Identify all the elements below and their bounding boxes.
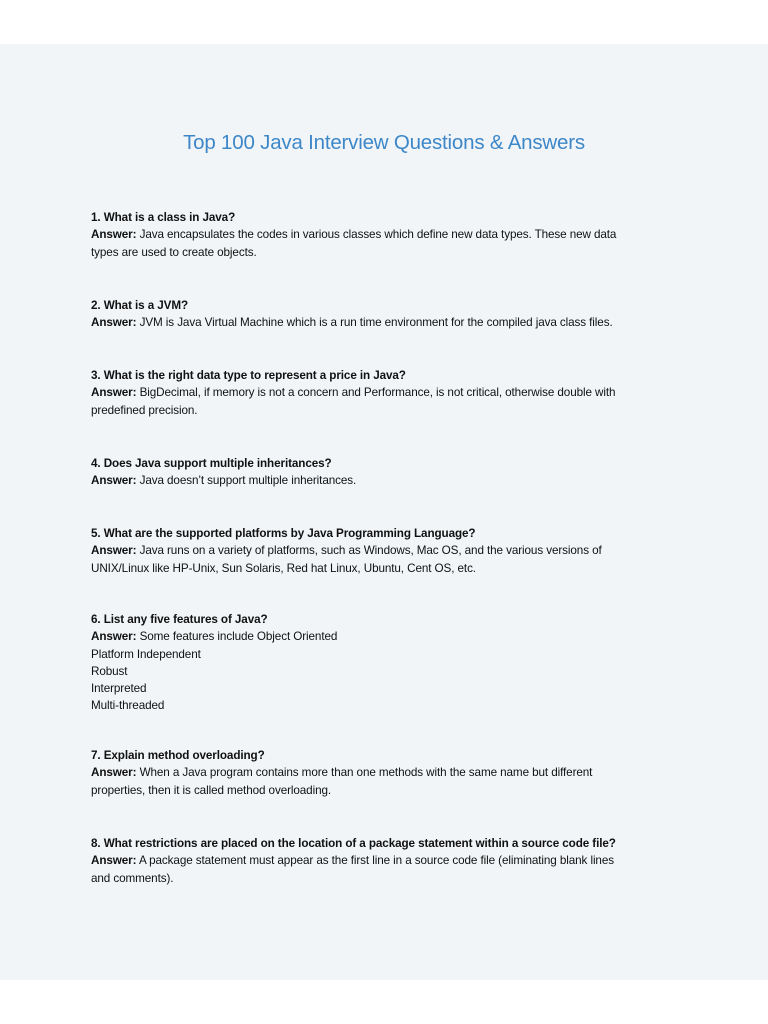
answer-text: and comments). bbox=[91, 871, 174, 885]
answer-text: Interpreted bbox=[91, 682, 147, 696]
qa-item-4 bbox=[91, 455, 691, 490]
question-text: 3. What is the right data type to represent a price in Java? bbox=[91, 369, 406, 382]
qa-item-7 bbox=[91, 747, 691, 799]
question-text: 8. What restrictions are placed on the location of a package statement within a source code file? bbox=[91, 837, 616, 850]
answer-label: Answer: bbox=[91, 228, 137, 242]
question-text: 1. What is a class in Java? bbox=[91, 211, 236, 224]
qa-item-8 bbox=[91, 835, 691, 887]
question-text: 5. What are the supported platforms by Java Programming Language? bbox=[91, 527, 476, 540]
question-text: 6. List any five features of Java? bbox=[91, 613, 268, 626]
answer-text: BigDecimal, if memory is not a concern and Performance, is not critical, otherwise double with bbox=[139, 386, 616, 400]
qa-item-3 bbox=[91, 367, 691, 419]
answer-text: Java encapsulates the codes in various classes which define new data types. These new data bbox=[139, 228, 617, 242]
answer-label: Answer: bbox=[91, 474, 137, 488]
answer-text: Java runs on a variety of platforms, such as Windows, Mac OS, and the various versions of bbox=[139, 544, 602, 558]
answer-text: A package statement must appear as the first line in a source code file (eliminating blank lines bbox=[138, 854, 614, 868]
answer-text: Robust bbox=[91, 664, 128, 678]
document-page bbox=[0, 44, 768, 980]
qa-item-2 bbox=[91, 297, 691, 332]
answer-label: Answer: bbox=[91, 766, 137, 780]
answer-text: Multi-threaded bbox=[91, 699, 165, 713]
answer-label: Answer: bbox=[91, 316, 137, 330]
answer-text: When a Java program contains more than one methods with the same name but different bbox=[139, 766, 593, 780]
answer-label: Answer: bbox=[91, 854, 137, 868]
answer-text: UNIX/Linux like HP-Unix, Sun Solaris, Red hat Linux, Ubuntu, Cent OS, etc. bbox=[91, 561, 476, 575]
answer-text: types are used to create objects. bbox=[91, 245, 257, 259]
question-text: 7. Explain method overloading? bbox=[91, 749, 265, 762]
answer-text: JVM is Java Virtual Machine which is a run time environment for the compiled java class files. bbox=[139, 316, 613, 330]
answer-label: Answer: bbox=[91, 630, 137, 644]
answer-text: predefined precision. bbox=[91, 403, 198, 417]
question-text: 2. What is a JVM? bbox=[91, 299, 189, 312]
answer-text: Some features include Object Oriented bbox=[139, 630, 338, 644]
answer-label: Answer: bbox=[91, 386, 137, 400]
qa-item-1 bbox=[91, 209, 691, 261]
answer-text: properties, then it is called method overloading. bbox=[91, 783, 332, 797]
answer-text: Java doesn’t support multiple inheritances. bbox=[139, 474, 357, 488]
answer-text: Platform Independent bbox=[91, 647, 201, 661]
page-title: Top 100 Java Interview Questions & Answers bbox=[183, 131, 585, 154]
question-text: 4. Does Java support multiple inheritances? bbox=[91, 457, 332, 470]
qa-item-5 bbox=[91, 525, 691, 577]
answer-label: Answer: bbox=[91, 544, 137, 558]
qa-item-6 bbox=[91, 611, 691, 715]
